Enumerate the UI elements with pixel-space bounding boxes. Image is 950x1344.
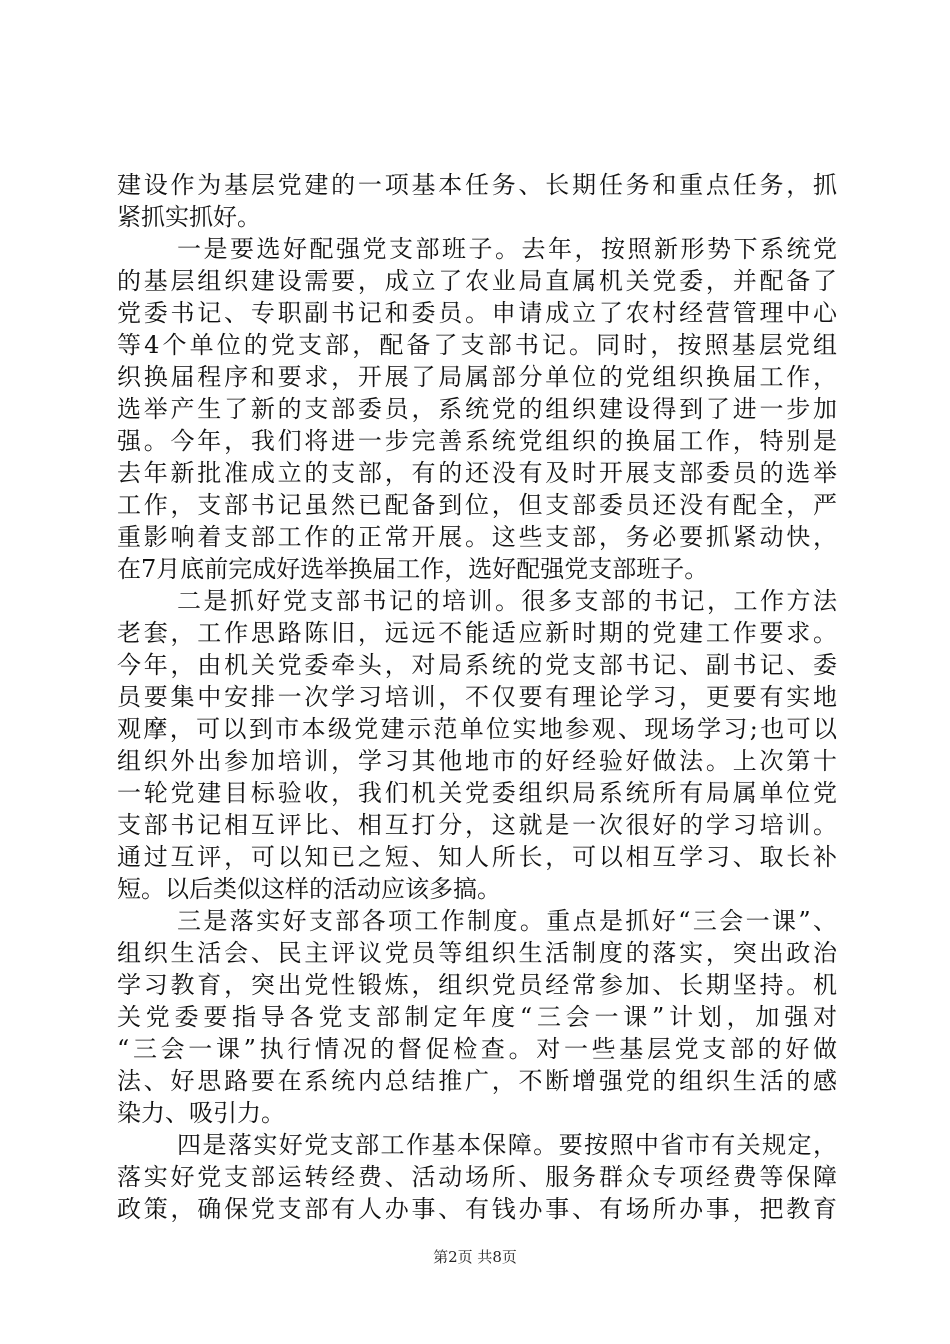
text-line: 今年，由机关党委牵头，对局系统的党支部书记、副书记、委 — [117, 651, 837, 679]
text-line: 员要集中安排一次学习培训，不仅要有理论学习，更要有实地 — [117, 683, 837, 711]
text-line: 落实好党支部运转经费、活动场所、服务群众专项经费等保障 — [117, 1163, 837, 1191]
text-line: 一是要选好配强党支部班子。去年，按照新形势下系统党 — [177, 235, 837, 263]
text-line: 紧抓实抓好。 — [117, 203, 261, 231]
text-line: 在7月底前完成好选举换届工作，选好配强党支部班子。 — [117, 555, 709, 583]
text-line: 一轮党建目标验收，我们机关党委组织局系统所有局属单位党 — [117, 779, 837, 807]
text-line: 法、好思路要在系统内总结推广，不断增强党的组织生活的感 — [117, 1067, 837, 1095]
text-line: 选举产生了新的支部委员，系统党的组织建设得到了进一步加 — [117, 395, 837, 423]
text-line: 强。今年，我们将进一步完善系统党组织的换届工作，特别是 — [117, 427, 837, 455]
text-line: 学习教育，突出党性锻炼，组织党员经常参加、长期坚持。机 — [117, 971, 837, 999]
text-line: 四是落实好党支部工作基本保障。要按照中省市有关规定， — [177, 1131, 837, 1159]
text-line: 重影响着支部工作的正常开展。这些支部，务必要抓紧动快， — [117, 523, 837, 551]
text-line: 染力、吸引力。 — [117, 1099, 285, 1127]
text-line: 观摩，可以到市本级党建示范单位实地参观、现场学习;也可以 — [117, 715, 837, 743]
text-line: 去年新批准成立的支部，有的还没有及时开展支部委员的选举 — [117, 459, 837, 487]
text-line: 二是抓好党支部书记的培训。很多支部的书记，工作方法 — [177, 587, 837, 615]
text-line: 短。以后类似这样的活动应该多搞。 — [117, 875, 501, 903]
text-line: 织换届程序和要求，开展了局属部分单位的党组织换届工作， — [117, 363, 837, 391]
text-line: 工作，支部书记虽然已配备到位，但支部委员还没有配全，严 — [117, 491, 837, 519]
text-line: 组织外出参加培训，学习其他地市的好经验好做法。上次第十 — [117, 747, 837, 775]
text-line: 政策，确保党支部有人办事、有钱办事、有场所办事，把教育 — [117, 1195, 837, 1223]
text-line: 的基层组织建设需要，成立了农业局直属机关党委，并配备了 — [117, 267, 837, 295]
document-body — [117, 169, 837, 1225]
text-line: 支部书记相互评比、相互打分，这就是一次很好的学习培训。 — [117, 811, 837, 839]
text-line: 通过互评，可以知已之短、知人所长，可以相互学习、取长补 — [117, 843, 837, 871]
text-line: “三会一课”执行情况的督促检查。对一些基层党支部的好做 — [117, 1035, 837, 1063]
text-line: 老套，工作思路陈旧，远远不能适应新时期的党建工作要求。 — [117, 619, 837, 647]
text-line: 关党委要指导各党支部制定年度“三会一课”计划，加强对 — [117, 1003, 837, 1031]
text-line: 党委书记、专职副书记和委员。申请成立了农村经营管理中心 — [117, 299, 837, 327]
text-line: 等4个单位的党支部，配备了支部书记。同时，按照基层党组 — [117, 331, 837, 359]
text-line: 建设作为基层党建的一项基本任务、长期任务和重点任务，抓 — [117, 171, 837, 199]
text-line: 组织生活会、民主评议党员等组织生活制度的落实，突出政治 — [117, 939, 837, 967]
page-footer: 第2页 共8页 — [433, 1248, 517, 1266]
text-line: 三是落实好支部各项工作制度。重点是抓好“三会一课”、 — [177, 907, 837, 935]
